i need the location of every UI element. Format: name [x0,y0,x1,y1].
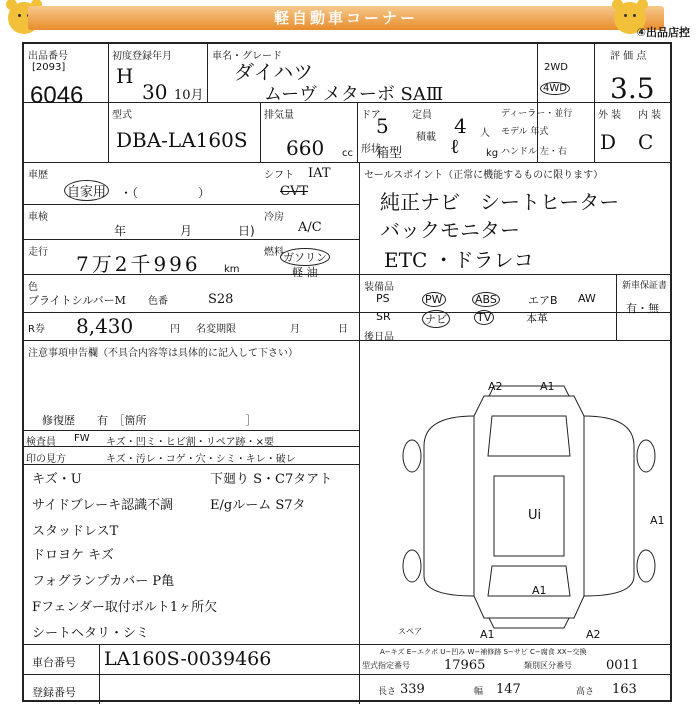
repair-history: 修復歴 有 ［箇所 ］ [42,414,257,427]
lot-number: 6046 [30,82,84,109]
car-damage-diagram [364,356,664,646]
drive-4wd: 4WD [540,82,570,95]
capacity-value: 4 [454,114,467,138]
equip-abs: ABS [472,292,500,307]
mileage-unit: km [224,264,240,275]
model-type-label: 型式 [112,110,132,121]
class-no-label: 類別区分番号 [524,661,572,670]
header [0,0,700,38]
fuel-value: ガソリン [280,248,330,266]
notes-label: 注意事項申告欄（不具合内容等は具体的に記入して下さい） [28,348,298,359]
recycle-value: 8,430 [76,314,134,338]
score-label: 評 価 点 [610,51,647,62]
remark-5: フォグランプカバー P亀 [32,574,175,589]
damage-mark: A1 [480,628,495,641]
displacement-unit: cc [342,148,353,159]
damage-mark: A2 [488,380,503,393]
body-type-value: 箱型 [376,146,403,161]
displacement-value: 660 [286,136,325,160]
remark-right-1: 下廻り S・C7タアト [210,472,333,487]
shaken-year: 年 [114,224,127,238]
load-value: ℓ [450,134,460,158]
damage-mark: A1 [540,380,555,393]
recycle-unit: 円 [170,324,180,335]
name-change-month: 月 [290,324,300,335]
warranty-label: 新車保証書 [622,281,668,291]
auction-sheet [22,42,672,702]
capacity-label: 定員 [412,110,432,121]
equip-pw: PW [422,292,446,307]
selling-label: セールスポイント（正常に機能するものに限ります） [364,170,604,181]
selling-line3: ETC ・ドラレコ [384,248,534,272]
reg-no-label: 登録番号 [32,686,76,699]
remark-7: シートヘタリ・シミ [32,626,150,641]
equip-airbag: エアB [528,294,558,307]
chassis-value: LA160S-0039466 [104,648,272,670]
length-value: 339 [400,682,425,697]
dealer-label: ディーラー・並行 [501,109,573,119]
shift-label: シフト [264,170,294,181]
maker-name: ダイハツ [234,60,314,84]
aircon-label: 冷房 [264,212,284,223]
name-change-day: 日 [338,324,348,335]
remark-6: Fフェンダー取付ボルト1ヶ所欠 [32,600,218,615]
shaken-label: 車検 [28,212,48,223]
equip-tv: TV [474,310,494,325]
equip-ps: PS [376,292,390,305]
selling-line1: 純正ナビ シートヒーター [380,190,620,214]
equip-leather: 本革 [526,312,548,325]
doors-value: 5 [376,114,389,138]
fuel-label: 燃料 [264,247,284,258]
height-value: 163 [612,682,637,697]
drive-2wd: 2WD [544,62,568,73]
lot-sub: [2093] [32,62,66,73]
name-label: 車名・グレード [212,51,282,62]
class-no-value: 0011 [606,658,640,673]
selling-line2: バックモニター [380,218,520,242]
displacement-label: 排気量 [264,110,294,121]
rear-seat-label: 後日品 [364,332,394,343]
spare-label: スペア [398,627,422,636]
first-reg-label: 初度登録年月 [112,51,172,62]
marks-label: 印の見方 [26,454,66,465]
ext-label: 外 装 [598,110,622,121]
height-label: 高さ [576,687,595,697]
name-change-label: 名変期限 [196,324,236,335]
damage-mark: Ui [528,508,542,523]
model-year-label: モデル 年式 [501,127,549,137]
usage-value: 自家用 [64,180,109,201]
equip-sr: SR [376,310,391,323]
capacity-unit: 人 [480,128,490,139]
equip-navi: ナビ [422,310,450,328]
header-title: 軽自動車コーナー [28,6,664,30]
model-no-label: 型式指定番号 [362,661,410,670]
shift-value: IAT [308,166,331,181]
inspector-row1: キズ・凹ミ・ヒビ割・リペア跡・×要 [106,437,274,448]
color-label: 色 [28,282,38,293]
shift-struck: CVT [280,184,309,199]
color-no: S28 [208,292,234,307]
shaken-day: 日) [238,224,255,238]
damage-mark: A2 [586,628,601,641]
damage-mark: A1 [532,584,547,597]
load-label: 積載 [416,132,436,143]
remark-2: サイドブレーキ認識不調 [32,498,174,513]
remark-right-2: E/gルーム S7タ [210,498,306,513]
int-label: 内 装 [638,110,662,121]
model-name: ムーヴ メターボ SAⅢ [264,84,444,105]
color-value: ブライトシルバーM [28,294,126,307]
aircon-value: A/C [298,220,322,235]
mileage-value: 7万2千996 [76,252,201,276]
remark-1: キズ・U [32,472,82,487]
width-value: 147 [496,682,521,697]
usage-rest: ・（ ） [120,186,211,200]
damage-mark: A1 [650,514,665,527]
inspector-row2: キズ・汚レ・コゲ・穴・シミ・キレ・破レ [106,454,296,465]
fuel-opt: 軽 油 [292,266,318,279]
model-no-value: 17965 [444,658,486,673]
model-type-value: DBA-LA160S [116,128,248,152]
inspector-fw: FW [74,433,90,444]
width-label: 幅 [474,687,484,697]
first-reg-era: H [116,64,134,88]
first-reg-year: 30 [142,80,168,104]
first-reg-month: 10月 [174,88,204,103]
copy-label: ④出品店控 [636,26,690,39]
doors-label: ドア [361,110,381,121]
load-unit: kg [486,148,499,159]
recycle-label: R券 [28,324,45,335]
score-value: 3.5 [610,72,655,105]
handle-label: ハンドル 左・右 [501,147,567,157]
body-type-label: 形状 [361,144,381,155]
chassis-label: 車台番号 [32,656,76,669]
legend: A−キズ E−エクボ U−凹み W−補修跡 S−サビ C−腐食 XX−交換 [380,648,587,656]
equip-aw: AW [578,292,596,305]
shaken-month: 月 [180,224,193,238]
int-score: C [638,130,654,154]
usage-label: 車歴 [28,170,48,181]
remark-4: ドロヨケ キズ [32,548,114,563]
remark-3: スタッドレスT [32,524,119,539]
lot-label: 出品番号 [28,51,68,62]
length-label: 長さ [378,687,397,697]
equip-label: 装備品 [364,282,394,293]
ext-score: D [600,130,617,154]
warranty-value: 有・無 [626,302,659,315]
mileage-label: 走行 [28,247,48,258]
inspector-label: 検査員 [26,437,56,448]
color-no-label: 色番 [148,296,168,307]
